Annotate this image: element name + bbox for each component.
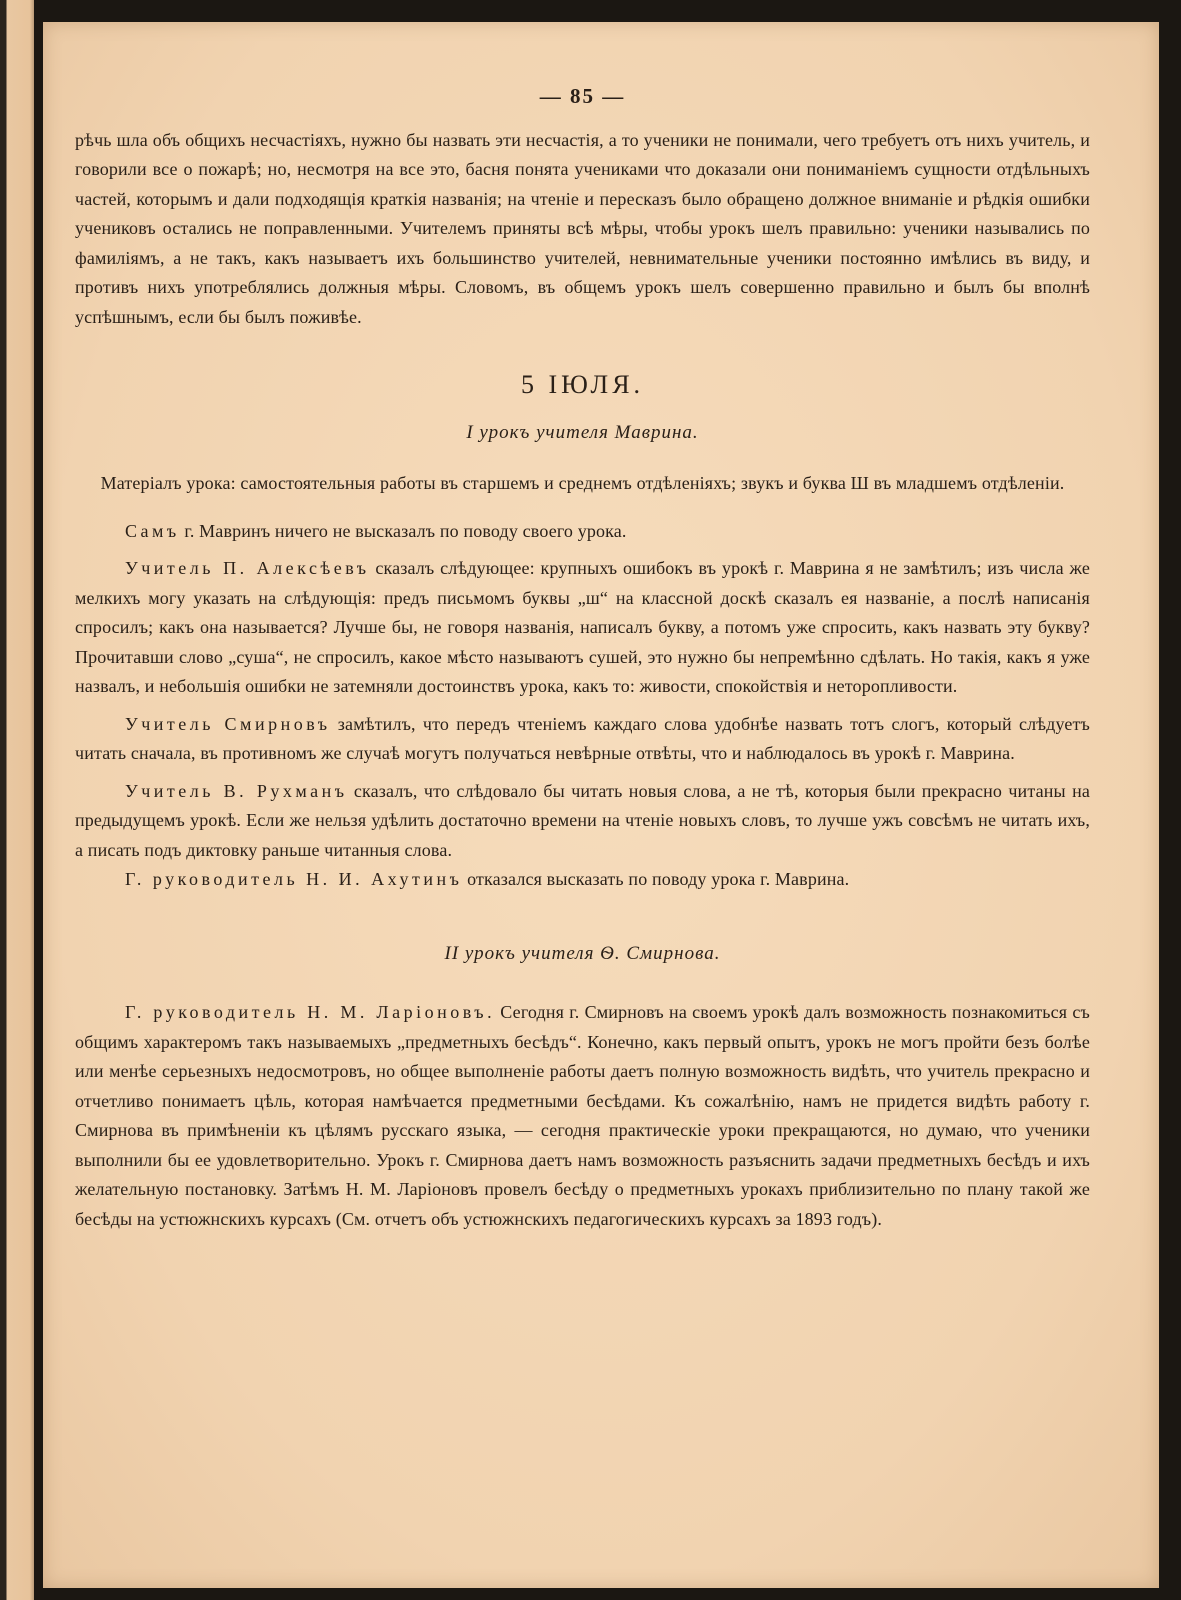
speaker-akhutin: Г. руководитель Н. И. Ахутинъ: [125, 869, 463, 889]
paragraph-akhutin: [75, 865, 1090, 895]
speaker-mavrin: Самъ: [125, 520, 180, 541]
paragraph-larionov-text: Сегодня г. Смирновъ на своемъ урокѣ далъ возможность познакомиться съ общимъ характеромъ такъ называемыхъ „предметныхъ бесѣдъ“. Конечно, какъ первый опытъ, урокъ не могъ пройти безъ болѣе или менѣе серьезныхъ недосмотровъ, но общее выполненіе работы даетъ полную возможность видѣть, что учитель прекрасно и отчетливо понимаетъ цѣль, которая намѣчается предметными бесѣдами. Къ сожалѣнію, намъ не придется видѣть работу г. Смирнова въ примѣненіи къ цѣлямъ русскаго языка, — сегодня практическіе уроки прекращаются, но думаю, что ученики выполнили бы ее удовлетворительно. Урокъ г. Смирнова даетъ намъ возможность разъяснить задачи предметныхъ бесѣдъ и ихъ желательную постановку. Затѣмъ Н. М. Ларіоновъ провелъ бесѣду о предметныхъ урокахъ приблизительно по плану такой же бесѣды на устюжнскихъ курсахъ (См. отчетъ объ устюжнскихъ педагогическихъ курсахъ за 1893 годъ).: [75, 1002, 1091, 1229]
speaker-alekseev: Учитель П. Алексѣевъ: [125, 558, 370, 578]
speaker-rukhman: Учитель В. Рухманъ: [125, 780, 348, 801]
page-number: — 85 —: [539, 84, 626, 108]
paragraph-mavrin-text: г. Мавринъ ничего не высказалъ по поводу своего урока.: [179, 520, 627, 541]
page-text: [75, 78, 1090, 1234]
speaker-larionov: Г. руководитель Н. М. Ларіоновъ.: [125, 1002, 496, 1022]
previous-page-edge: [0, 0, 34, 1600]
paragraph-smirnov: [75, 710, 1090, 769]
paragraph-mavrin: [75, 517, 1090, 547]
paragraph-akhutin-text: отказался высказать по поводу урока г. Маврина.: [462, 869, 850, 889]
lesson-1-material: Матеріалъ урока: самостоятельныя работы въ старшемъ и среднемъ отдѣленіяхъ; звукъ и буква Ш въ младшемъ отдѣленіи.: [100, 473, 1065, 493]
speaker-smirnov: Учитель Смирновъ: [125, 713, 331, 734]
lesson-1-title: I урокъ учителя Маврина.: [466, 421, 699, 443]
paragraph-rukhman-text: сказалъ, что слѣдовало бы читать новыя слова, а не тѣ, которыя были прекрасно читаны на предыдущемъ урокѣ. Если же нельзя удѣлить достаточно времени на чтеніе новыхъ словъ, то лучше ужъ совсѣмъ не читать ихъ, а писать подъ диктовку раньше читанныя слова.: [75, 780, 1090, 860]
paragraph-alekseev: [75, 554, 1090, 702]
lesson-2-title: II урокъ учителя Ѳ. Смирнова.: [444, 942, 721, 964]
date-heading: 5 ІЮЛЯ.: [520, 370, 645, 399]
paragraph-intro: рѣчь шла объ общихъ несчастіяхъ, нужно бы назвать эти несчастія, а то ученики не понимали, чего требуетъ отъ нихъ учитель, и говорили все о пожарѣ; но, несмотря на все это, басня понята учениками что доказали они пониманіемъ сущности отдѣльныхъ частей, которымъ и дали подходящія краткія названія; на чтеніе и пересказъ было обращено должное вниманіе и рѣдкія ошибки учениковъ остались не поправленными. Учителемъ приняты всѣ мѣры, чтобы урокъ шелъ правильно: ученики назывались по фамиліямъ, а не такъ, какъ называетъ ихъ большинство учителей, невнимательные ученики постоянно имѣлись въ виду, и противъ нихъ употреблялись должныя мѣры. Словомъ, въ общемъ урокъ шелъ совершенно правильно и былъ бы вполнѣ успѣшнымъ, если бы былъ поживѣе.: [75, 129, 1090, 327]
paragraph-larionov: [75, 998, 1090, 1234]
paragraph-alekseev-text: сказалъ слѣдующее: крупныхъ ошибокъ въ урокѣ г. Маврина я не замѣтилъ; изъ числа же мелкихъ могу указать на слѣдующія: предъ письмомъ буквы „ш“ на классной доскѣ сказалъ ея названіе, а послѣ написанія спросилъ; какъ она называется? Лучше бы, не говоря названія, написалъ букву, а потомъ уже спросить, какъ назвать эту букву? Прочитавши слово „суша“, не спросилъ, какое мѣсто называютъ сушей, это нужно бы непремѣнно сдѣлать. Но такія, какъ я уже назвалъ, и небольшія ошибки не затемняли достоинствъ урока, какъ то: живости, спокойствія и неторопливости.: [75, 558, 1090, 696]
paragraph-rukhman: [75, 777, 1090, 866]
paragraph-smirnov-text: замѣтилъ, что передъ чтеніемъ каждаго слова удобнѣе назвать тотъ слогъ, который слѣдуетъ читать сначала, въ противномъ же случаѣ могутъ получаться невѣрные отвѣты, что и наблюдалось въ урокѣ г. Маврина.: [75, 713, 1090, 763]
